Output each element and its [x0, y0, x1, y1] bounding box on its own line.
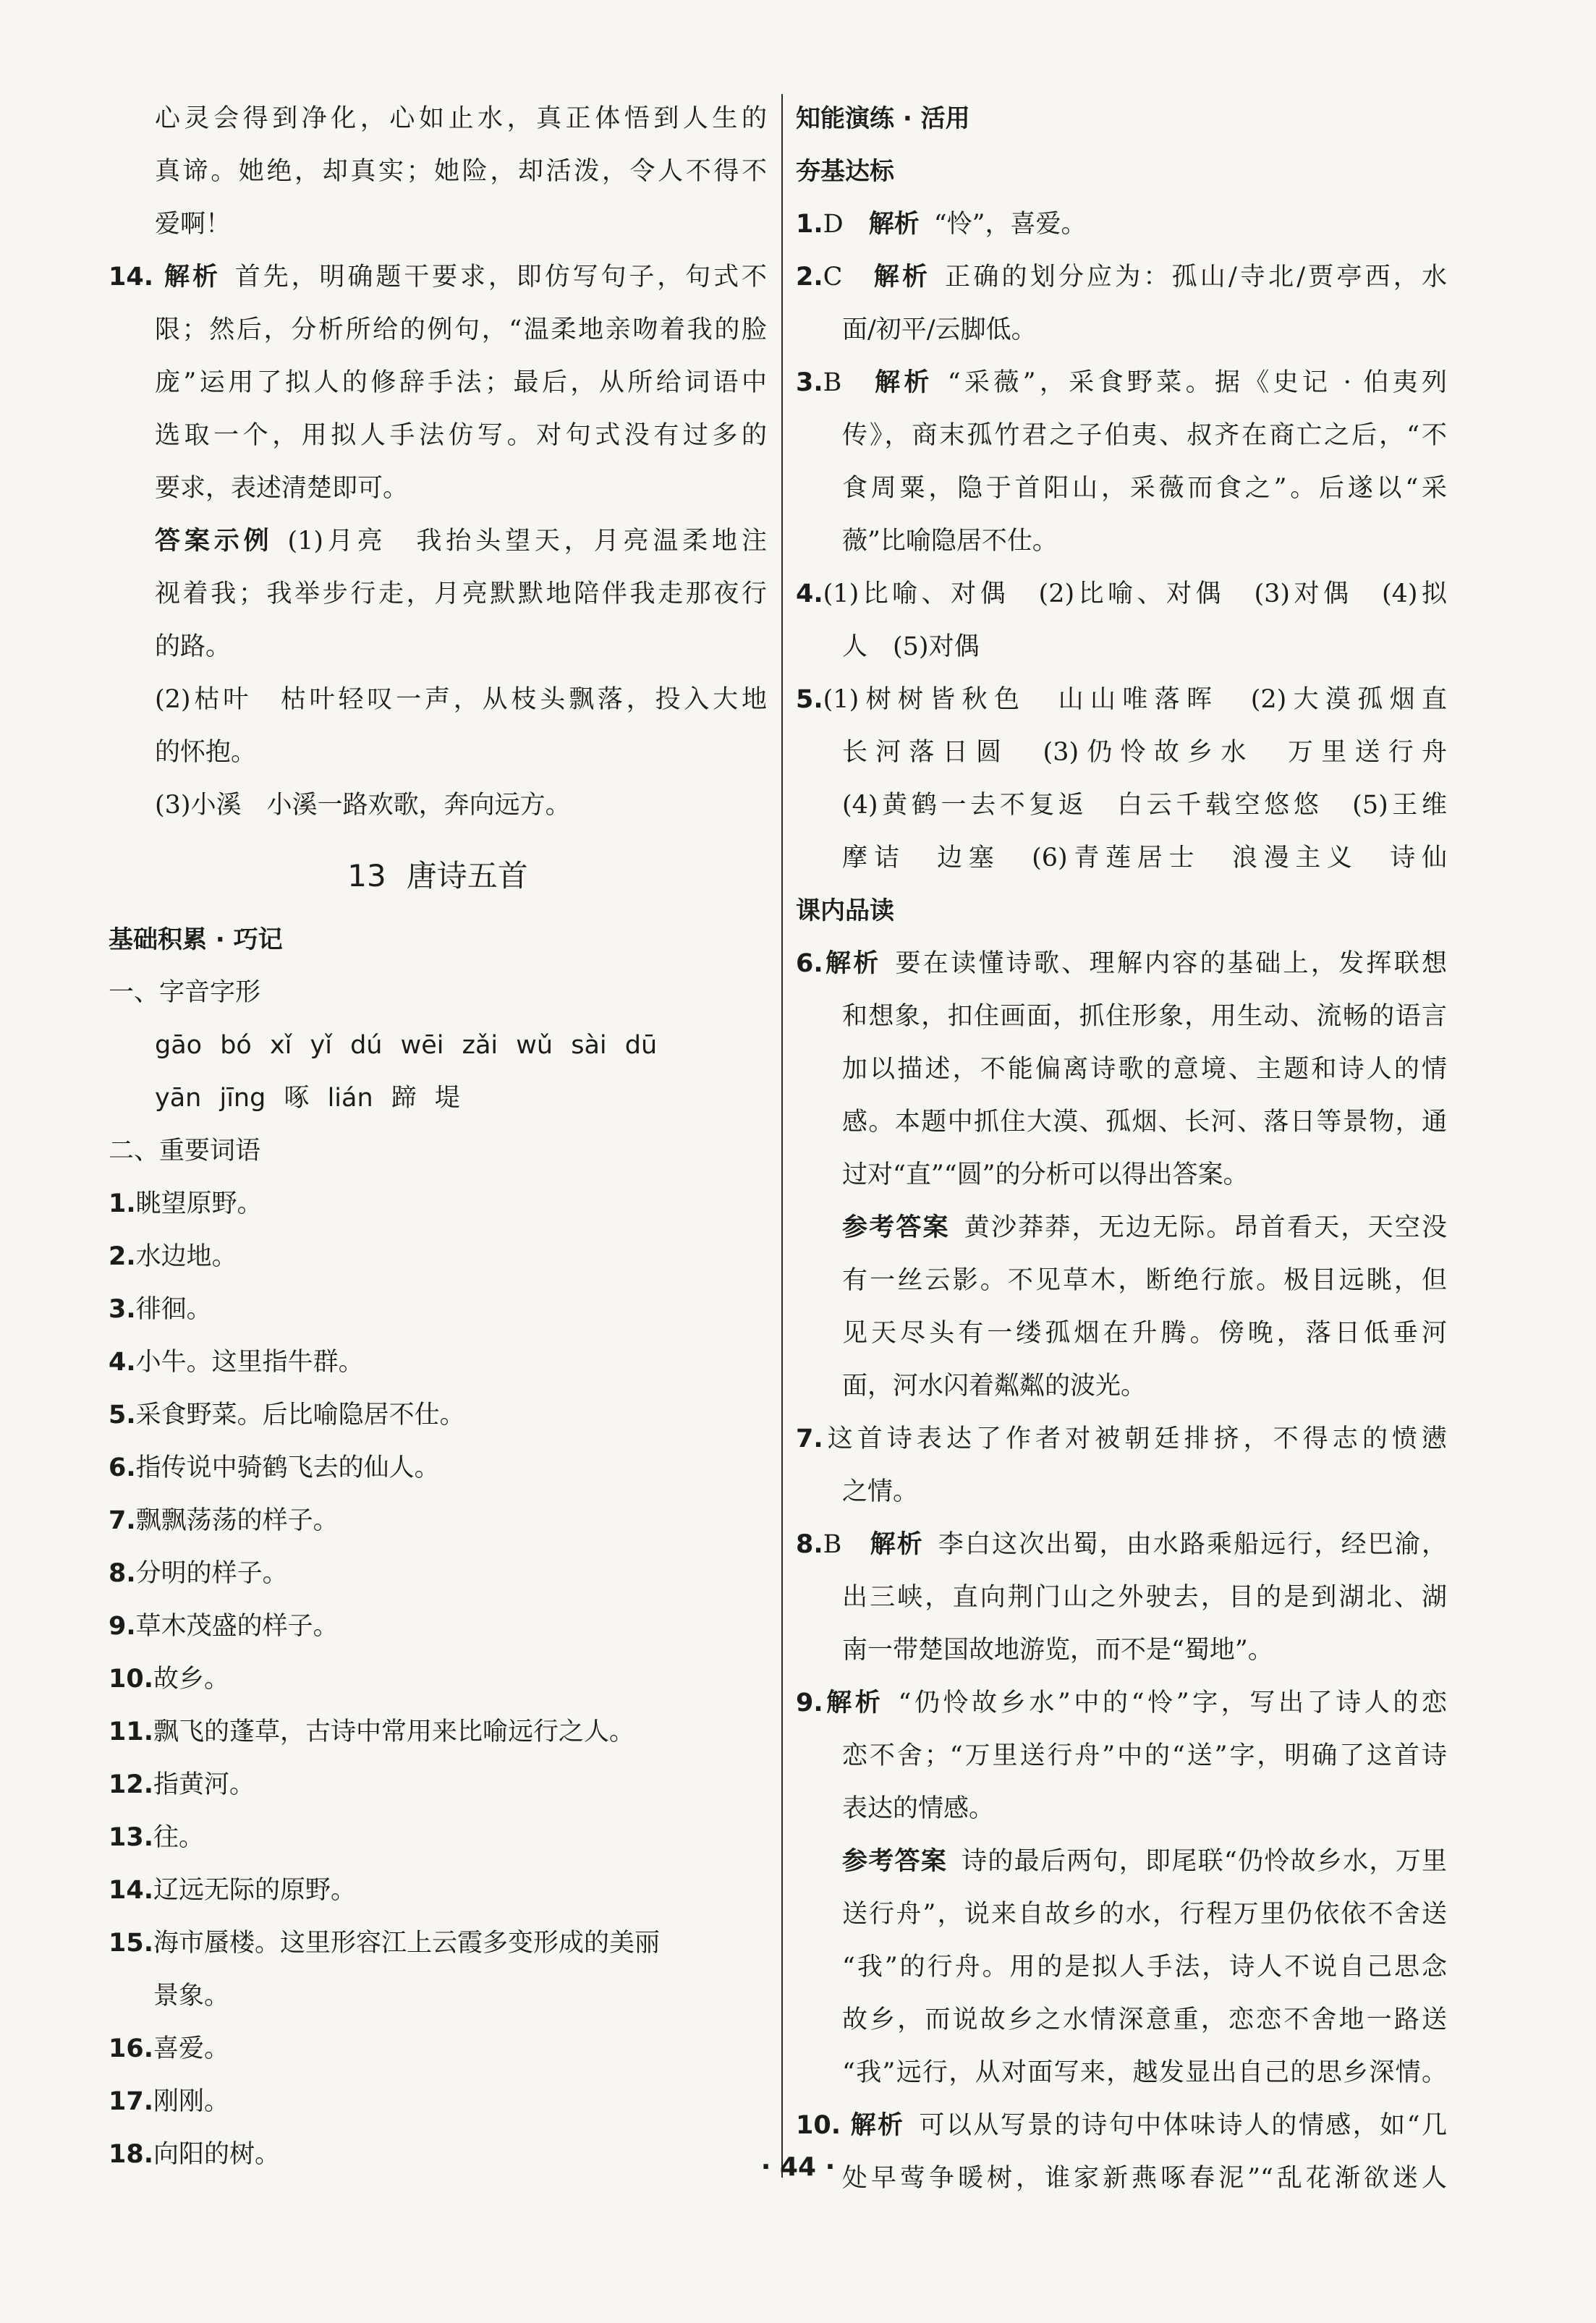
reference-answer-label: 参考答案 [842, 1213, 950, 1242]
text-line: 加以描述，不能偏离诗歌的意境、主题和诗人的情 [842, 1055, 1447, 1084]
page-number: · 44 · [760, 2152, 836, 2182]
vocab-item-text: 飘飘荡荡的样子。 [135, 1506, 339, 1535]
vocab-item-number: 2. [109, 1242, 136, 1271]
question-8 [796, 1519, 1447, 1677]
vocab-item [109, 1547, 767, 1600]
text-line: 的路。 [155, 632, 232, 661]
vocab-item [109, 2023, 767, 2076]
vocab-item-text: 故乡。 [153, 1665, 230, 1694]
vocab-item-number: 5. [109, 1401, 136, 1430]
vocab-item-text: 喜爱。 [153, 2034, 230, 2063]
vocab-item-text: 辽远无际的原野。 [153, 1876, 357, 1905]
text-line: 首先，明确题干要求，即仿写句子，句式不 [234, 263, 767, 292]
vocab-item [109, 1600, 767, 1653]
text-line: 表达的情感。 [842, 1794, 995, 1823]
vocab-item [109, 1336, 767, 1389]
question-number: 6. [796, 949, 823, 978]
text-line: 真谛。她绝，却真实；她险，却活泼，令人不得不 [155, 157, 767, 186]
vocab-item [109, 1231, 767, 1283]
question-number: 14. [109, 263, 154, 292]
vocab-item-text: 徘徊。 [135, 1295, 212, 1324]
text-line: (4)黄鹤一去不复返 白云千载空悠悠 (5)王维 [842, 791, 1447, 820]
vocab-item-text: 海市蜃楼。这里形容江上云霞多变形成的美丽 [153, 1929, 661, 1958]
text-line: 长河落日圆 (3)仍怜故乡水 万里送行舟 [842, 738, 1447, 767]
question-number: 5. [796, 685, 823, 714]
vocab-item [109, 1812, 767, 1864]
vocab-item-text: 分明的样子。 [135, 1559, 288, 1588]
answer-letter: D [823, 210, 844, 239]
text-line: (1)比喻、对偶 (2)比喻、对偶 (3)对偶 (4)拟 [823, 579, 1447, 608]
vocab-item-text: 草木茂盛的样子。 [135, 1612, 339, 1641]
text-line: 故乡，而说故乡之水情深意重，恋恋不舍地一路送 [842, 2005, 1447, 2034]
text-line: 面/初平/云脚低。 [842, 315, 1037, 344]
vocab-item-text: 眺望原野。 [135, 1189, 263, 1218]
text-line: 面，河水闪着粼粼的波光。 [842, 1372, 1147, 1401]
question-number: 1. [796, 210, 823, 239]
question-1 [796, 198, 1447, 251]
text-line: 黄沙莽莽，无边无际。昂首看天，天空没 [964, 1213, 1447, 1242]
vocab-item-text: 刚刚。 [153, 2087, 230, 2116]
chapter-name: 唐诗五首 [406, 858, 528, 893]
answer-example-label: 答案示例 [155, 527, 273, 556]
text-line: “仍怜故乡水”中的“怜”字，写出了诗人的恋 [898, 1689, 1447, 1717]
text-line: 恋不舍；“万里送行舟”中的“送”字，明确了这首诗 [842, 1741, 1447, 1770]
vocab-item-number: 7. [109, 1506, 136, 1535]
subsection-heading: 二、重要词语 [109, 1137, 261, 1165]
vocab-item [109, 1759, 767, 1812]
text-line: 食周粟，隐于首阳山，采薇而食之”。后遂以“采 [842, 474, 1447, 503]
text-line: 限；然后，分析所给的例句，“温柔地亲吻着我的脸 [155, 315, 767, 344]
vocab-item [109, 1283, 767, 1336]
text-line: “我”远行，从对面写来，越发显出自己的思乡深情。 [842, 2058, 1447, 2087]
vocab-item-number: 16. [109, 2034, 154, 2063]
section-heading: 基础积累 · 巧记 [109, 925, 283, 954]
text-line: 要在读懂诗歌、理解内容的基础上，发挥联想 [895, 949, 1447, 978]
answer-letter: C [823, 263, 843, 292]
analysis-label: 解析 [870, 1530, 924, 1559]
analysis-label: 解析 [164, 263, 221, 292]
vocab-item-number: 3. [109, 1295, 136, 1324]
text-line: 感。本题中抓住大漠、孤烟、长河、落日等景物，通 [842, 1108, 1447, 1137]
text-line: “采薇”，采食野菜。据《史记 · 伯夷列 [947, 368, 1447, 397]
text-line: 和想象，扣住画面，抓住形象，用生动、流畅的语言 [842, 1002, 1447, 1031]
vocab-item-text: 水边地。 [135, 1242, 237, 1271]
text-line: 选取一个，用拟人手法仿写。对句式没有过多的 [155, 421, 767, 450]
text-line: 有一丝云影。不见草木，断绝行旅。极目远眺，但 [842, 1266, 1447, 1295]
text-line: 过对“直”“圆”的分析可以得出答案。 [842, 1160, 1249, 1189]
text-line: 处早莺争暖树，谁家新燕啄春泥”“乱花渐欲迷人 [842, 2164, 1447, 2193]
reference-answer-label: 参考答案 [842, 1847, 948, 1876]
section-heading: 课内品读 [796, 896, 894, 925]
analysis-label: 解析 [850, 2111, 905, 2140]
vocab-item [109, 1970, 767, 2023]
question-number: 8. [796, 1530, 823, 1559]
vocab-item-text: 往。 [153, 1823, 205, 1852]
question-number: 2. [796, 263, 823, 292]
text-line: 摩诘 边塞 (6)青莲居士 浪漫主义 诗仙 [842, 844, 1447, 872]
vocab-item-number: 1. [109, 1189, 136, 1218]
vocab-item [109, 1706, 767, 1759]
vocab-item [109, 1389, 767, 1442]
pinyin-line: gāo bó xǐ yǐ dú wēi zǎi wǔ sài dū [155, 1031, 658, 1060]
vocab-item-text: 向阳的树。 [153, 2140, 281, 2169]
text-line: 传》，商末孤竹君之子伯夷、叔齐在商亡之后，“不 [842, 421, 1447, 450]
question-2 [796, 251, 1447, 357]
vocab-item [109, 1495, 767, 1547]
vocab-item [109, 1864, 767, 1917]
answer-letter: B [823, 368, 842, 397]
vocab-item-number: 17. [109, 2087, 154, 2116]
question-3 [796, 357, 1447, 568]
chapter-title [109, 838, 767, 914]
left-column [109, 93, 767, 2181]
continued-text [109, 93, 767, 251]
text-line: 爱啊！ [155, 210, 232, 239]
subsection-heading: 一、字音字形 [109, 978, 261, 1007]
text-line: 这首诗表达了作者对被朝廷排挤，不得志的愤懑 [823, 1424, 1447, 1453]
text-line: “怜”，喜爱。 [933, 210, 1087, 239]
text-line: “我”的行舟。用的是拟人手法，诗人不说自己思念 [842, 1953, 1447, 1982]
vocab-item-text: 指黄河。 [153, 1770, 255, 1799]
question-9 [796, 1677, 1447, 2099]
analysis-label: 解析 [823, 1689, 884, 1717]
vocab-item-text: 指传说中骑鹤飞去的仙人。 [135, 1453, 440, 1482]
text-line: 见天尽头有一缕孤烟在升腾。傍晚，落日低垂河 [842, 1319, 1447, 1348]
text-line: 出三峡，直向荆门山之外驶去，目的是到湖北、湖 [842, 1583, 1447, 1612]
text-line: 薇”比喻隐居不仕。 [842, 527, 1058, 556]
column-divider [781, 94, 783, 2178]
vocab-item-number: 14. [109, 1876, 154, 1905]
chapter-number: 13 [347, 858, 386, 893]
question-number: 4. [796, 579, 823, 608]
text-line: 要求，表述清楚即可。 [155, 474, 409, 503]
text-line: (3)小溪 小溪一路欢歌，奔向远方。 [155, 791, 571, 820]
vocab-list [109, 1178, 767, 2181]
answer-letter: B [823, 1530, 842, 1559]
vocab-item-text: 飘飞的蓬草，古诗中常用来比喻远行之人。 [153, 1717, 635, 1746]
text-line: 可以从写景的诗句中体味诗人的情感，如“几 [919, 2111, 1447, 2140]
section-heading: 夯基达标 [796, 157, 894, 186]
vocab-item-text: 景象。 [153, 1982, 230, 2010]
text-line: (1)树树皆秋色 山山唯落晖 (2)大漠孤烟直 [823, 685, 1447, 714]
analysis-label: 解析 [873, 263, 931, 292]
text-line: 诗的最后两句，即尾联“仍怜故乡水，万里 [962, 1847, 1447, 1876]
question-number: 7. [796, 1424, 823, 1453]
vocab-item-number: 4. [109, 1348, 136, 1377]
right-column [796, 93, 1447, 2205]
text-line: (2)枯叶 枯叶轻叹一声，从枝头飘落，投入大地 [155, 685, 767, 714]
question-7 [796, 1413, 1447, 1519]
vocab-item-number: 10. [109, 1665, 154, 1694]
analysis-label: 解析 [868, 210, 920, 239]
vocab-item-text: 小牛。这里指牛群。 [135, 1348, 364, 1377]
text-line: 李白这次出蜀，由水路乘船远行，经巴渝， [938, 1530, 1447, 1559]
vocab-item-number: 8. [109, 1559, 136, 1588]
vocab-item-number: 12. [109, 1770, 154, 1799]
vocab-item-number: 15. [109, 1929, 154, 1958]
text-line: 之情。 [842, 1477, 919, 1506]
text-line: 心灵会得到净化，心如止水，真正体悟到人生的 [155, 104, 767, 133]
text-line: 视着我；我举步行走，月亮默默地陪伴我走那夜行 [155, 579, 767, 608]
vocab-item-number: 13. [109, 1823, 154, 1852]
vocab-item-text: 采食野菜。后比喻隐居不仕。 [135, 1401, 465, 1430]
analysis-label: 解析 [823, 949, 881, 978]
text-line: 送行舟”，说来自故乡的水，行程万里仍依依不舍送 [842, 1900, 1447, 1929]
vocab-item-number: 11. [109, 1717, 154, 1746]
question-number: 10. [796, 2111, 841, 2140]
vocab-item-number: 9. [109, 1612, 136, 1641]
text-line: 人 (5)对偶 [842, 632, 980, 661]
vocab-item [109, 1917, 767, 1970]
vocab-item [109, 1442, 767, 1495]
text-line: 正确的划分应为：孤山/寺北/贾亭西，水 [945, 263, 1447, 292]
question-6 [796, 938, 1447, 1413]
analysis-label: 解析 [875, 368, 933, 397]
text-line: (1)月亮 我抬头望天，月亮温柔地注 [287, 527, 767, 556]
vocab-item [109, 2076, 767, 2128]
vocab-item [109, 1653, 767, 1706]
vocab-item-number: 18. [109, 2140, 154, 2169]
question-5 [796, 674, 1447, 885]
text-line: 南一带楚国故地游览，而不是“蜀地”。 [842, 1636, 1273, 1665]
section-heading: 知能演练 · 活用 [796, 104, 970, 133]
question-number: 9. [796, 1689, 823, 1717]
pinyin-line: yān jīng 啄 lián 蹄 堤 [155, 1084, 460, 1113]
text-line: 庞”运用了拟人的修辞手法；最后，从所给词语中 [155, 368, 767, 397]
text-line: 的怀抱。 [155, 738, 257, 767]
question-14 [109, 251, 767, 832]
question-number: 3. [796, 368, 823, 397]
vocab-item-number: 6. [109, 1453, 136, 1482]
vocab-item [109, 1178, 767, 1231]
question-4 [796, 568, 1447, 674]
